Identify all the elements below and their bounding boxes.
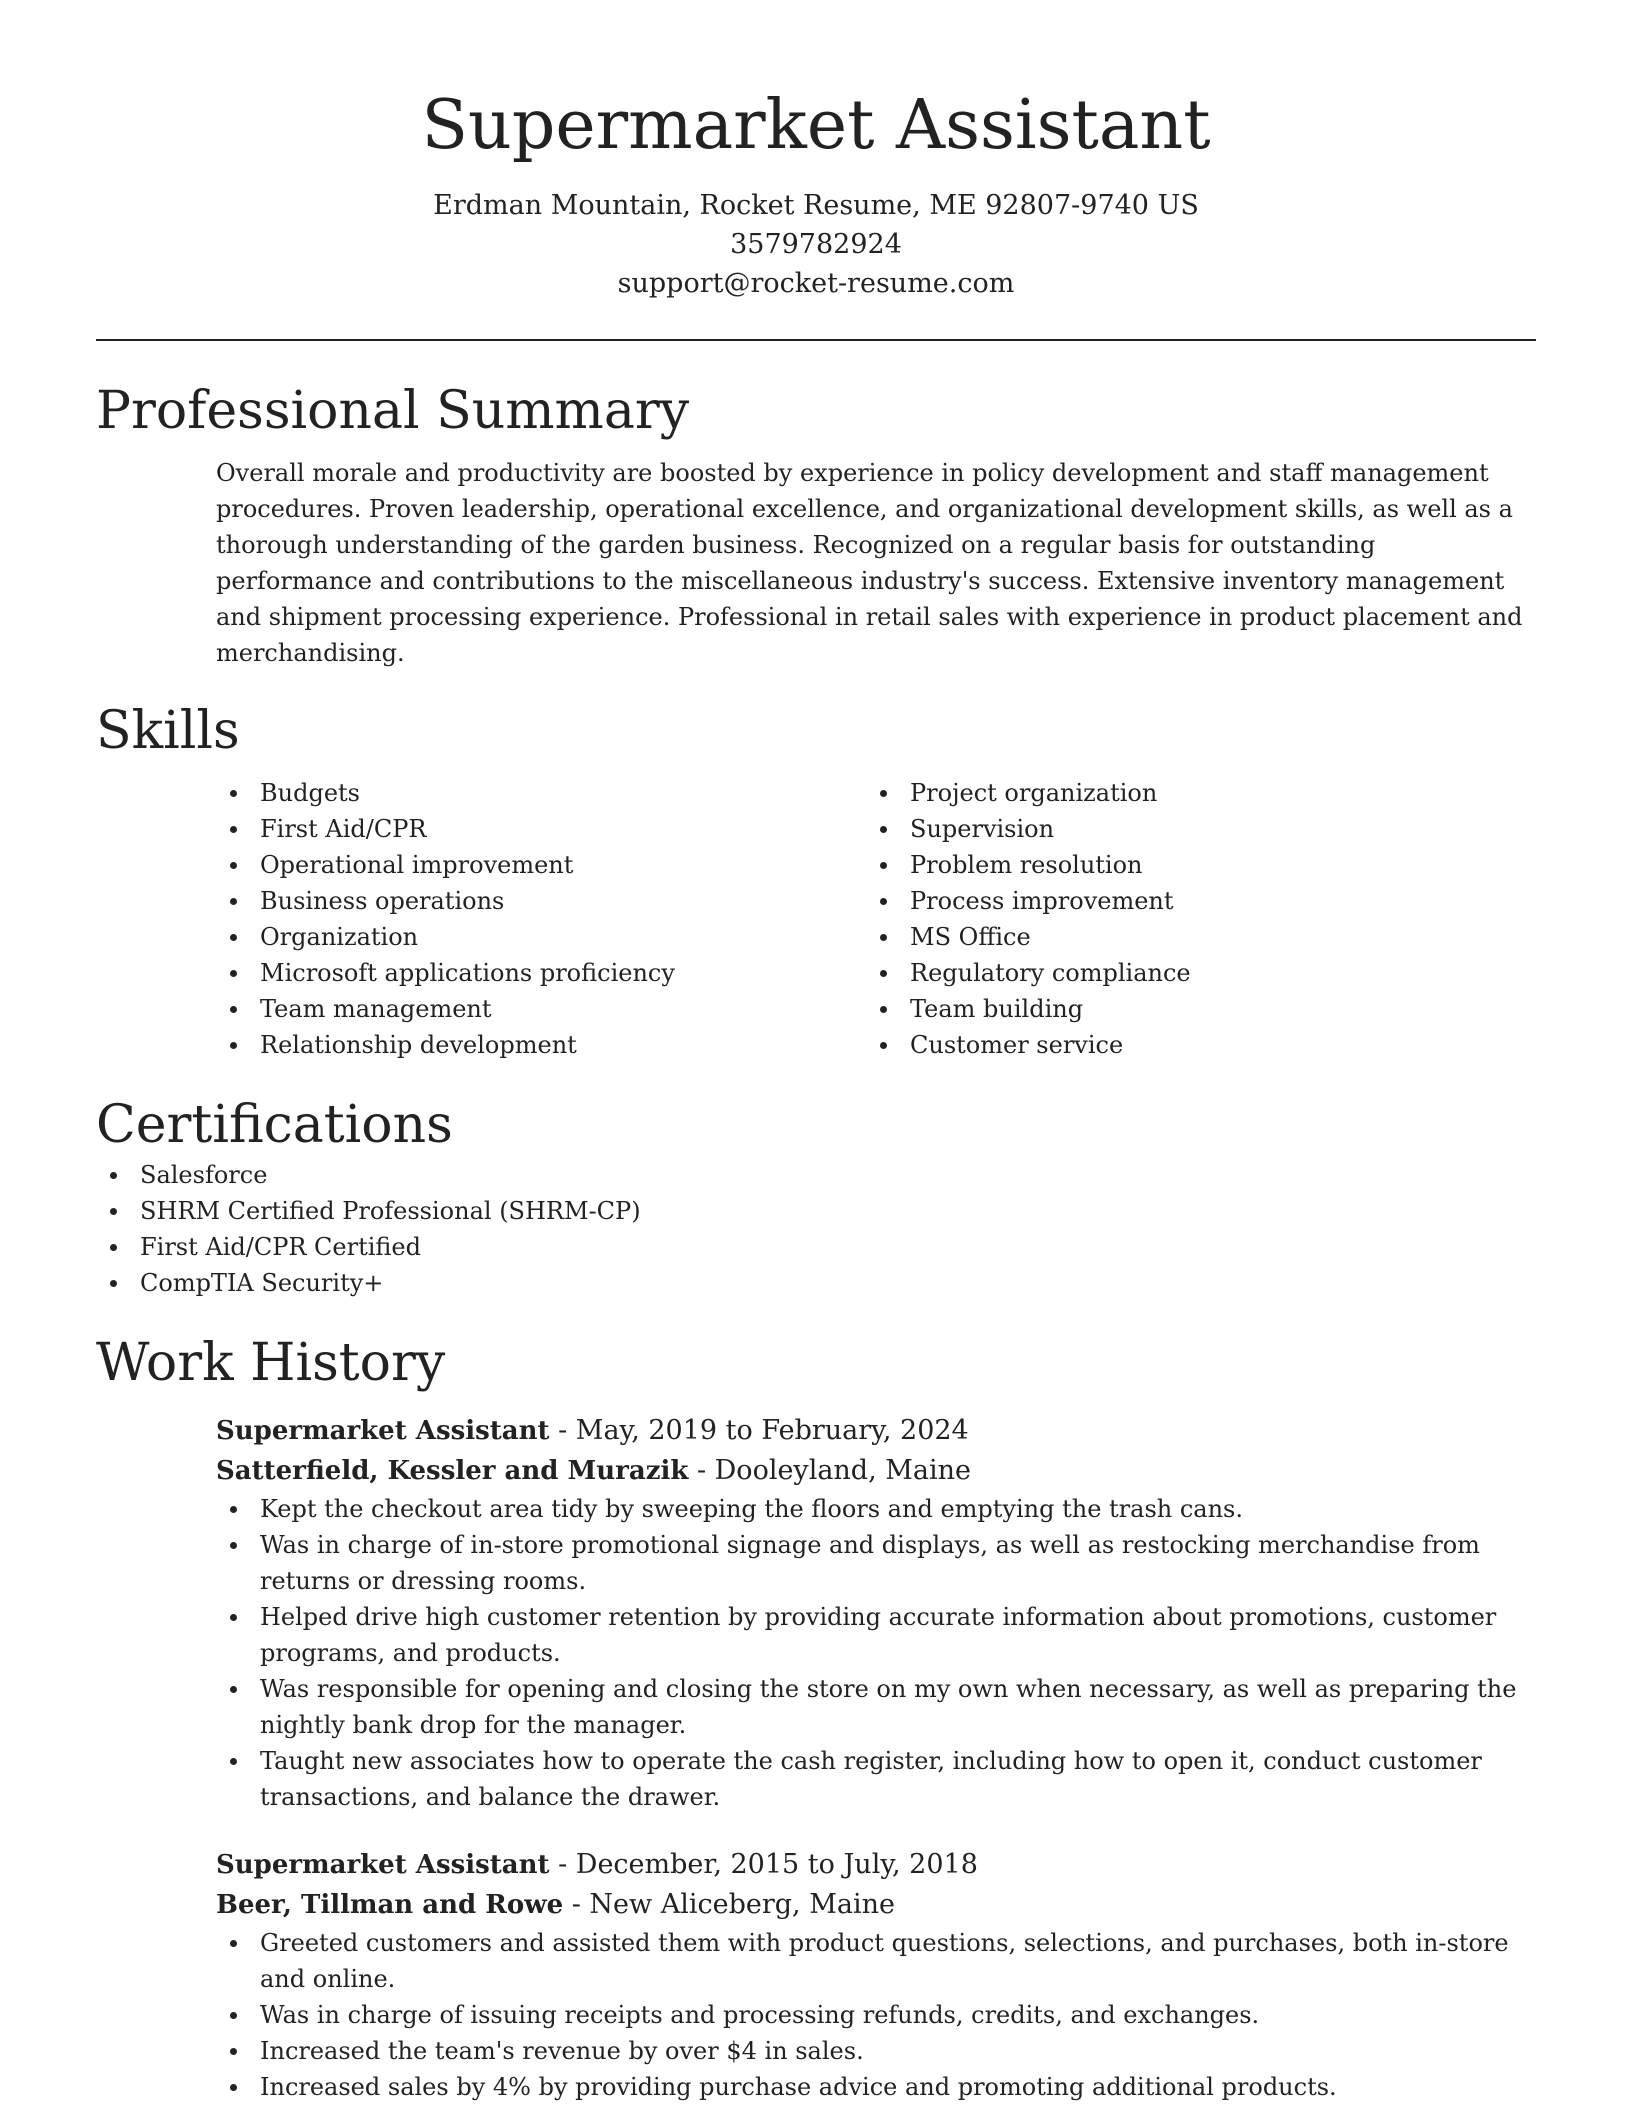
- resume-header: [96, 0, 1536, 303]
- certification-item: CompTIA Security+: [96, 1265, 1536, 1301]
- skill-item: First Aid/CPR: [216, 811, 866, 847]
- skills-right-list: [866, 775, 1516, 1063]
- work-history-title: Work History: [96, 1333, 446, 1393]
- job-duty: Increased the team's revenue by over $4 in sales.: [216, 2033, 1536, 2069]
- job-company: Beer, Tillman and Rowe: [216, 1890, 564, 1920]
- job-duty: Kept the checkout area tidy by sweeping the floors and emptying the trash cans.: [216, 1491, 1536, 1527]
- job-title: Supermarket Assistant: [216, 1416, 550, 1446]
- resume-page: [96, 0, 1536, 2105]
- job-duty: Was responsible for opening and closing the store on my own when necessary, as well as preparing the nightly bank drop for the manager.: [216, 1671, 1536, 1743]
- job-duty: Helped drive high customer retention by providing accurate information about promotions, customer programs, and products.: [216, 1599, 1536, 1671]
- skills-title: Skills: [96, 701, 240, 761]
- job-duties-list: [216, 1491, 1536, 1815]
- job-duty: Taught new associates how to operate the cash register, including how to open it, conduct customer transactions, and balance the drawer.: [216, 1743, 1536, 1815]
- job-entry: [216, 1845, 1536, 2105]
- job-dates: - May, 2019 to February, 2024: [549, 1415, 969, 1446]
- job-company: Satterfield, Kessler and Murazik: [216, 1456, 689, 1486]
- skill-item: MS Office: [866, 919, 1516, 955]
- skill-item: Process improvement: [866, 883, 1516, 919]
- skill-item: Business operations: [216, 883, 866, 919]
- job-location: - Dooleyland, Maine: [688, 1455, 972, 1486]
- job-company-line: [216, 1885, 1536, 1925]
- skill-item: Budgets: [216, 775, 866, 811]
- skill-item: Microsoft applications proficiency: [216, 955, 866, 991]
- header-divider: [96, 339, 1536, 341]
- job-duty: Increased sales by 4% by providing purchase advice and promoting additional products.: [216, 2069, 1536, 2105]
- job-company-line: [216, 1451, 1536, 1491]
- job-duty: Was in charge of issuing receipts and processing refunds, credits, and exchanges.: [216, 1997, 1536, 2033]
- skill-item: Regulatory compliance: [866, 955, 1516, 991]
- job-title-line: [216, 1411, 1536, 1451]
- skill-item: Problem resolution: [866, 847, 1516, 883]
- skill-item: Team management: [216, 991, 866, 1027]
- skills-left-list: [216, 775, 866, 1063]
- job-entry: [216, 1411, 1536, 1815]
- contact-address: Erdman Mountain, Rocket Resume, ME 92807-9740 US: [433, 190, 1199, 221]
- summary-text: Overall morale and productivity are boosted by experience in policy development and staff management procedures. Proven leadership, operational excellence, and organizational development skills, as well as a thorough understanding of the garden business. Recognized on a regular basis for outstanding performance and contributions to the miscellaneous industry's success. Extensive inventory management and shipment processing experience. Professional in retail sales with experience in product placement and merchandising.: [216, 459, 1523, 667]
- skill-item: Operational improvement: [216, 847, 866, 883]
- job-title-line: [216, 1845, 1536, 1885]
- job-location: - New Aliceberg, Maine: [563, 1889, 895, 1920]
- job-dates: - December, 2015 to July, 2018: [549, 1849, 978, 1880]
- certification-item: SHRM Certified Professional (SHRM-CP): [96, 1193, 1536, 1229]
- skill-item: Customer service: [866, 1027, 1516, 1063]
- job-duty: Greeted customers and assisted them with product questions, selections, and purchases, both in-store and online.: [216, 1925, 1536, 1997]
- skill-item: Supervision: [866, 811, 1516, 847]
- certifications-section: [96, 1093, 1536, 1301]
- job-duties-list: [216, 1925, 1536, 2105]
- certification-item: First Aid/CPR Certified: [96, 1229, 1536, 1265]
- work-history-section: [96, 1331, 1536, 2105]
- contact-phone: 3579782924: [730, 229, 902, 260]
- skills-section: [96, 699, 1536, 1063]
- summary-title: Professional Summary: [96, 381, 690, 441]
- certifications-title: Certifications: [96, 1095, 453, 1155]
- skill-item: Relationship development: [216, 1027, 866, 1063]
- certification-item: Salesforce: [96, 1157, 1536, 1193]
- candidate-name: Supermarket Assistant: [421, 86, 1211, 165]
- certifications-list: [96, 1157, 1536, 1301]
- job-title: Supermarket Assistant: [216, 1850, 550, 1880]
- skill-item: Team building: [866, 991, 1516, 1027]
- skill-item: Project organization: [866, 775, 1516, 811]
- job-duty: Was in charge of in-store promotional signage and displays, as well as restocking merchandise from returns or dressing rooms.: [216, 1527, 1536, 1599]
- contact-email: support@rocket-resume.com: [617, 268, 1015, 299]
- skills-columns: [216, 775, 1536, 1063]
- skill-item: Organization: [216, 919, 866, 955]
- summary-section: [96, 379, 1536, 671]
